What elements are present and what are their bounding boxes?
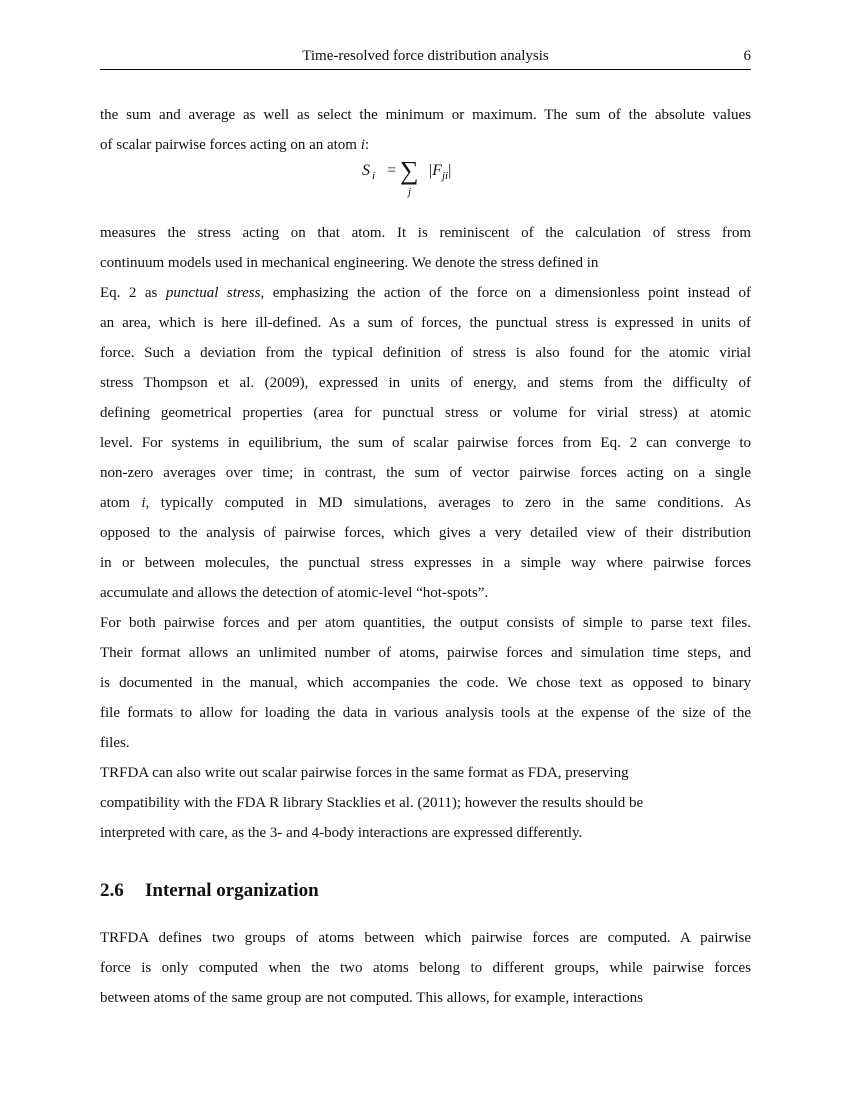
eq-sum-index: j xyxy=(408,186,412,198)
eq-rhs: $|F_{ji}|$ xyxy=(429,162,452,183)
text-line: opposed to the analysis of pairwise forces, which gives a very detailed view of their distribution xyxy=(100,525,751,541)
text-line: defining geometrical properties (area for punctual stress or volume for virial stress) at atomic xyxy=(100,405,751,421)
text-line: accumulate and allows the detection of atomic-level “hot-spots”. xyxy=(100,585,489,601)
section-number: 2.6 xyxy=(100,880,124,901)
text-line: force. Such a deviation from the typical definition of stress is also found for the atomic virial xyxy=(100,345,751,361)
text-line: files. xyxy=(100,735,130,751)
running-header xyxy=(100,47,751,70)
text-line: file formats to allow for loading the data in various analysis tools at the expense of the size of the xyxy=(100,705,751,721)
equation-stress xyxy=(100,156,751,218)
text-line: the sum and average as well as select the minimum or maximum. The sum of the absolute values xyxy=(100,107,751,123)
body-text-section xyxy=(100,923,751,1013)
page-number: 6 xyxy=(743,48,751,64)
eq-equals: = xyxy=(387,162,397,179)
section-title: Internal organization xyxy=(145,880,319,901)
text-line: compatibility with the FDA R library Stacklies et al. (2011); however the results should be xyxy=(100,795,644,811)
text-line: Their format allows an unlimited number of atoms, pairwise forces and simulation time steps, and xyxy=(100,645,751,661)
text-line: an area, which is here ill-defined. As a sum of forces, the punctual stress is expressed in units of xyxy=(100,315,751,331)
text-line: continuum models used in mechanical engineering. We denote the stress defined in xyxy=(100,255,599,271)
eq-sum-symbol: ∑ xyxy=(400,156,419,185)
eq-lhs-sub: i xyxy=(372,170,376,182)
text-line: level. For systems in equilibrium, the sum of scalar pairwise forces from Eq. 2 can converge to xyxy=(100,435,751,451)
text-line: For both pairwise forces and per atom quantities, the output consists of simple to parse text files. xyxy=(100,615,751,631)
header-title: Time-resolved force distribution analysis xyxy=(302,48,549,64)
text-line: in or between molecules, the punctual stress expresses in a simple way where pairwise forces xyxy=(100,555,751,571)
text-line: TRFDA defines two groups of atoms between which pairwise forces are computed. A pairwise xyxy=(100,930,751,946)
text-line: stress Thompson et al. (2009), expressed in units of energy, and stems from the difficulty of xyxy=(100,375,751,391)
text-line: measures the stress acting on that atom. It is reminiscent of the calculation of stress from xyxy=(100,225,751,241)
text-line: atom i, typically computed in MD simulations, averages to zero in the same conditions. As xyxy=(100,495,751,511)
eq-lhs: S xyxy=(362,162,370,179)
text-line: between atoms of the same group are not computed. This allows, for example, interactions xyxy=(100,990,643,1006)
text-line: force is only computed when the two atoms belong to different groups, while pairwise forces xyxy=(100,960,751,976)
section-heading xyxy=(100,880,319,902)
text-line: non-zero averages over time; in contrast, the sum of vector pairwise forces acting on a single xyxy=(100,465,751,481)
text-line: of scalar pairwise forces acting on an atom i: xyxy=(100,137,370,153)
text-line: TRFDA can also write out scalar pairwise forces in the same format as FDA, preserving xyxy=(100,765,629,781)
text-line: Eq. 2 as punctual stress, emphasizing the action of the force on a dimensionless point instead of xyxy=(100,285,751,301)
body-text xyxy=(100,100,751,848)
text-line: interpreted with care, as the 3- and 4-body interactions are expressed differently. xyxy=(100,825,583,841)
text-line: is documented in the manual, which accompanies the code. We chose text as opposed to binary xyxy=(100,675,751,691)
